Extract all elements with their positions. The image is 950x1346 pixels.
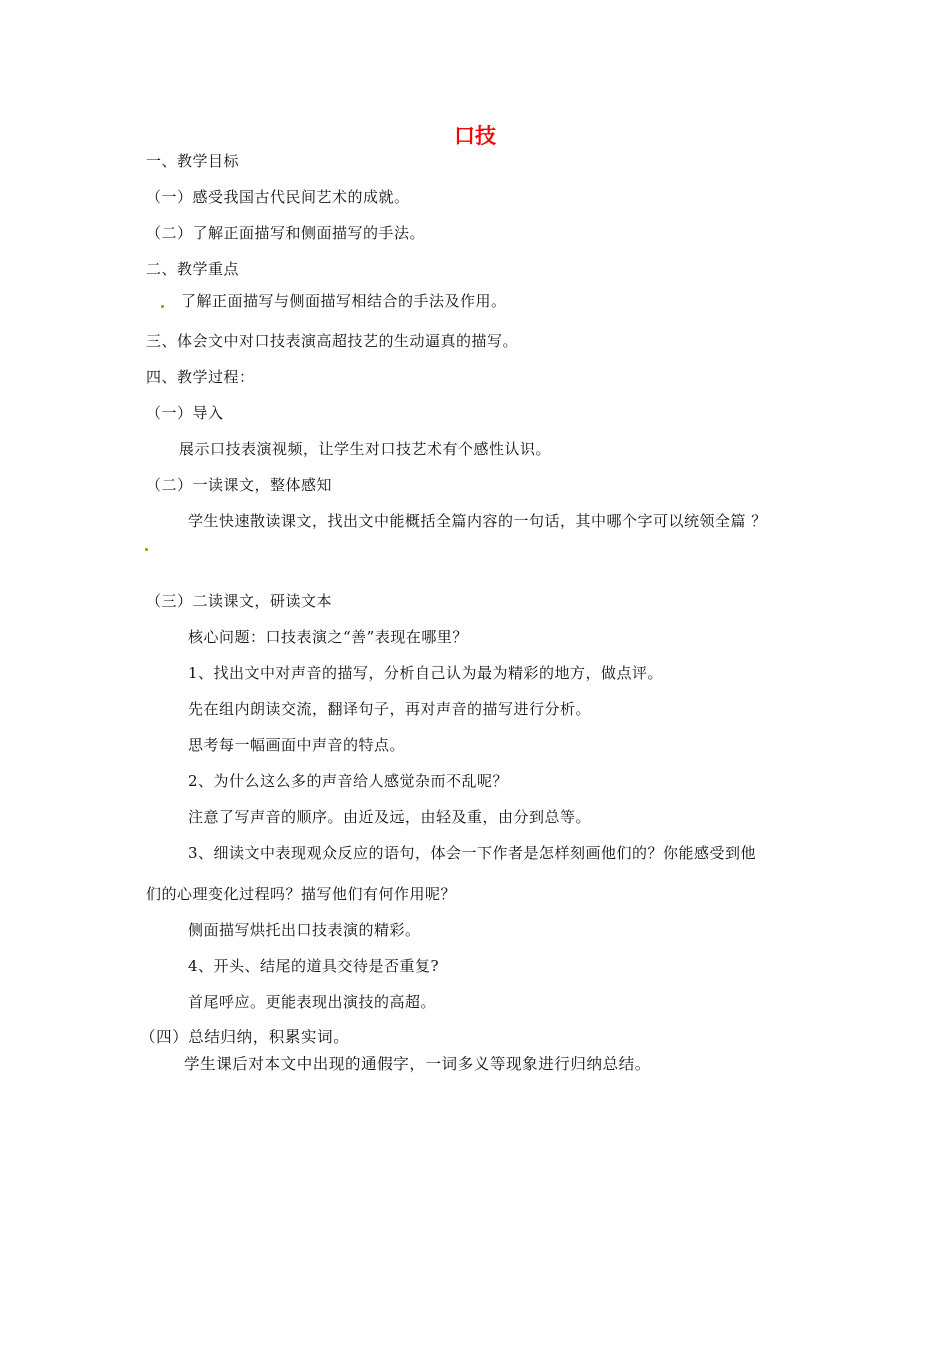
question-2: 2、为什么这么多的声音给人感觉杂而不乱呢？: [188, 772, 509, 790]
objective-item-1: （一）感受我国古代民间艺术的成就。: [146, 188, 410, 206]
process-step-4-heading: （四）总结归纳，积累实词。: [140, 1028, 350, 1046]
section-heading-objectives: 一、教学目标: [146, 152, 240, 170]
process-step-1-text: 展示口技表演视频，让学生对口技艺术有个感性认识。: [179, 440, 552, 458]
question-3: 3、细读文中表现观众反应的语句，体会一下作者是怎样刻画他们的？你能感受到他: [188, 844, 757, 862]
question-4: 4、开头、结尾的道具交待是否重复?: [188, 957, 440, 975]
marker-dot: [145, 548, 148, 551]
process-step-2-heading: （二）一读课文，整体感知: [146, 476, 333, 494]
section-heading-appreciation: 三、体会文中对口技表演高超技艺的生动逼真的描写。: [146, 332, 519, 350]
section-heading-focus: 二、教学重点: [146, 260, 240, 278]
question-4-answer: 首尾呼应。更能表现出演技的高超。: [188, 993, 437, 1011]
process-step-1-heading: （一）导入: [146, 404, 224, 422]
process-step-4-text: 学生课后对本文中出现的通假字，一词多义等现象进行归纳总结。: [184, 1055, 651, 1073]
question-2-answer: 注意了写声音的顺序。由近及远，由轻及重，由分到总等。: [188, 808, 592, 826]
objective-item-2: （二）了解正面描写和侧面描写的手法。: [146, 224, 426, 242]
section-heading-process: 四、教学过程：: [146, 368, 255, 386]
document-title: 口技: [454, 124, 496, 148]
question-1-note-b: 思考每一幅画面中声音的特点。: [188, 736, 406, 754]
core-question: 核心问题：口技表演之“善”表现在哪里？: [188, 628, 468, 646]
question-3-answer: 侧面描写烘托出口技表演的精彩。: [188, 921, 421, 939]
question-1: 1、找出文中对声音的描写，分析自己认为最为精彩的地方，做点评。: [188, 664, 664, 682]
marker-dot: [161, 305, 164, 308]
focus-item: 了解正面描写与侧面描写相结合的手法及作用。: [181, 292, 507, 310]
process-step-3-heading: （三）二读课文，研读文本: [146, 592, 333, 610]
question-1-note-a: 先在组内朗读交流，翻译句子，再对声音的描写进行分析。: [188, 700, 592, 718]
process-step-2-text: 学生快速散读课文，找出文中能概括全篇内容的一句话，其中哪个字可以统领全篇 ？: [188, 512, 767, 530]
question-3-continued: 们的心理变化过程吗？描写他们有何作用呢？: [146, 885, 457, 903]
